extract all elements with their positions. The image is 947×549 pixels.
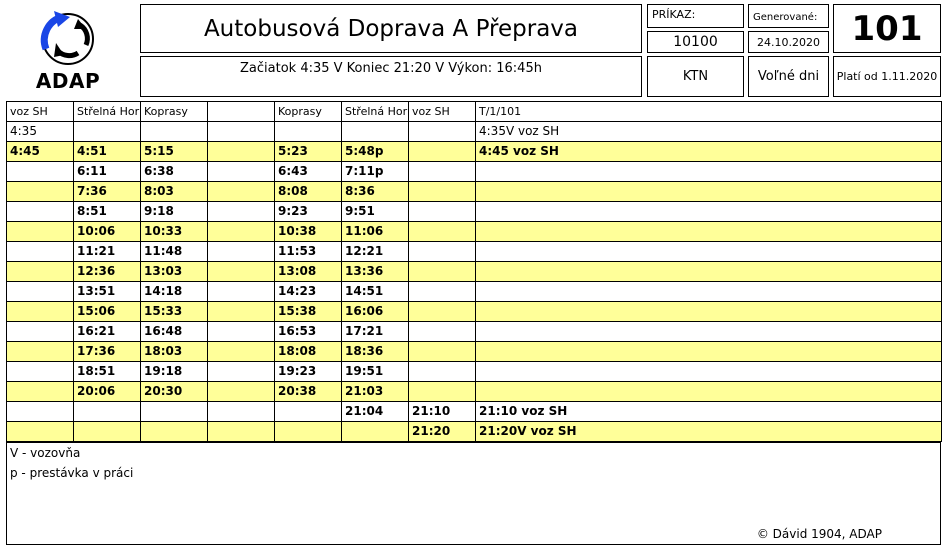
table-cell: 16:53 bbox=[275, 322, 342, 342]
table-cell: 16:48 bbox=[141, 322, 208, 342]
table-cell: 11:48 bbox=[141, 242, 208, 262]
table-cell: 4:35 bbox=[7, 122, 74, 142]
table-cell: 16:21 bbox=[74, 322, 141, 342]
note-line: V - vozovňa bbox=[10, 446, 81, 460]
table-row bbox=[7, 322, 942, 342]
table-cell bbox=[476, 302, 942, 322]
table-cell: 6:38 bbox=[141, 162, 208, 182]
table-cell bbox=[476, 202, 942, 222]
table-cell bbox=[342, 122, 409, 142]
table-cell bbox=[275, 402, 342, 422]
table-cell bbox=[342, 422, 409, 442]
table-row bbox=[7, 182, 942, 202]
table-cell: 21:10 voz SH bbox=[476, 402, 942, 422]
table-cell bbox=[141, 422, 208, 442]
table-cell bbox=[7, 282, 74, 302]
table-cell bbox=[409, 222, 476, 242]
table-cell bbox=[476, 222, 942, 242]
table-cell bbox=[409, 182, 476, 202]
table-cell: 15:06 bbox=[74, 302, 141, 322]
table-cell bbox=[208, 382, 275, 402]
table-cell: 8:03 bbox=[141, 182, 208, 202]
table-cell bbox=[7, 262, 74, 282]
table-cell: 4:51 bbox=[74, 142, 141, 162]
ktn-label: KTN bbox=[647, 56, 744, 97]
table-row bbox=[7, 142, 942, 162]
table-row bbox=[7, 342, 942, 362]
table-cell: 8:51 bbox=[74, 202, 141, 222]
table-cell bbox=[7, 302, 74, 322]
table-cell: 5:48p bbox=[342, 142, 409, 162]
table-cell: 10:06 bbox=[74, 222, 141, 242]
table-cell bbox=[7, 362, 74, 382]
table-cell: 11:21 bbox=[74, 242, 141, 262]
prikaz-label: PRÍKAZ: bbox=[647, 4, 744, 28]
column-header: T/1/101 bbox=[476, 102, 942, 122]
table-row bbox=[7, 122, 942, 142]
copyright: © Dávid 1904, ADAP bbox=[756, 527, 882, 541]
line-number: 101 bbox=[833, 4, 941, 53]
column-header bbox=[208, 102, 275, 122]
table-cell bbox=[409, 362, 476, 382]
table-cell: 15:33 bbox=[141, 302, 208, 322]
table-cell bbox=[476, 382, 942, 402]
column-header: Střelná Hor bbox=[342, 102, 409, 122]
table-row bbox=[7, 302, 942, 322]
table-cell: 13:03 bbox=[141, 262, 208, 282]
table-cell bbox=[208, 262, 275, 282]
table-cell bbox=[476, 262, 942, 282]
table-cell bbox=[208, 322, 275, 342]
table-cell bbox=[208, 222, 275, 242]
adap-logo bbox=[26, 5, 110, 95]
table-cell bbox=[208, 202, 275, 222]
prikaz-value: 10100 bbox=[647, 31, 744, 53]
table-cell: 21:03 bbox=[342, 382, 409, 402]
table-cell: 7:36 bbox=[74, 182, 141, 202]
table-cell bbox=[476, 162, 942, 182]
table-cell bbox=[476, 282, 942, 302]
table-cell: 6:43 bbox=[275, 162, 342, 182]
table-cell bbox=[208, 342, 275, 362]
table-row bbox=[7, 422, 942, 442]
table-cell: 13:51 bbox=[74, 282, 141, 302]
service-summary: Začiatok 4:35 V Koniec 21:20 V Výkon: 16:45h bbox=[140, 56, 642, 97]
table-cell bbox=[409, 242, 476, 262]
table-cell bbox=[7, 422, 74, 442]
table-cell: 20:06 bbox=[74, 382, 141, 402]
table-cell: 13:36 bbox=[342, 262, 409, 282]
table-cell: 19:18 bbox=[141, 362, 208, 382]
table-cell: 21:20V voz SH bbox=[476, 422, 942, 442]
table-cell: 18:51 bbox=[74, 362, 141, 382]
table-cell: 10:33 bbox=[141, 222, 208, 242]
bus-recycle-logo-icon bbox=[26, 5, 110, 71]
note-line: p - prestávka v práci bbox=[10, 466, 134, 480]
table-cell bbox=[409, 162, 476, 182]
table-cell: 20:38 bbox=[275, 382, 342, 402]
notes-panel bbox=[6, 442, 941, 545]
table-cell bbox=[141, 402, 208, 422]
table-cell: 17:36 bbox=[74, 342, 141, 362]
table-cell: 9:51 bbox=[342, 202, 409, 222]
table-cell: 18:03 bbox=[141, 342, 208, 362]
table-cell bbox=[409, 262, 476, 282]
table-cell bbox=[476, 342, 942, 362]
table-cell: 9:23 bbox=[275, 202, 342, 222]
table-cell bbox=[141, 122, 208, 142]
table-cell bbox=[74, 402, 141, 422]
table-cell bbox=[7, 222, 74, 242]
valid-from: Platí od 1.11.2020 bbox=[833, 56, 941, 97]
table-header-row bbox=[7, 102, 942, 122]
table-cell: 12:36 bbox=[74, 262, 141, 282]
table-cell bbox=[7, 342, 74, 362]
table-cell bbox=[476, 362, 942, 382]
table-cell bbox=[7, 402, 74, 422]
table-row bbox=[7, 242, 942, 262]
table-cell bbox=[208, 422, 275, 442]
table-row bbox=[7, 382, 942, 402]
table-cell: 18:36 bbox=[342, 342, 409, 362]
table-cell bbox=[409, 322, 476, 342]
table-cell: 7:11p bbox=[342, 162, 409, 182]
table-cell: 4:45 bbox=[7, 142, 74, 162]
table-cell bbox=[476, 182, 942, 202]
timetable bbox=[6, 101, 942, 442]
table-cell: 21:10 bbox=[409, 402, 476, 422]
table-cell: 21:04 bbox=[342, 402, 409, 422]
table-cell bbox=[275, 422, 342, 442]
table-cell: 5:23 bbox=[275, 142, 342, 162]
table-cell: 8:36 bbox=[342, 182, 409, 202]
day-type: Voľné dni bbox=[748, 56, 829, 97]
table-cell bbox=[409, 142, 476, 162]
table-cell bbox=[409, 202, 476, 222]
column-header: Koprasy bbox=[275, 102, 342, 122]
generated-label: Generované: bbox=[748, 4, 829, 28]
column-header: Koprasy bbox=[141, 102, 208, 122]
table-cell bbox=[7, 162, 74, 182]
table-cell bbox=[74, 122, 141, 142]
generated-date: 24.10.2020 bbox=[748, 31, 829, 53]
table-cell: 14:23 bbox=[275, 282, 342, 302]
table-cell: 14:51 bbox=[342, 282, 409, 302]
table-cell bbox=[208, 402, 275, 422]
table-cell bbox=[409, 382, 476, 402]
table-cell: 19:51 bbox=[342, 362, 409, 382]
table-row bbox=[7, 402, 942, 422]
table-row bbox=[7, 362, 942, 382]
table-cell bbox=[476, 242, 942, 262]
table-cell: 4:45 voz SH bbox=[476, 142, 942, 162]
table-cell: 16:06 bbox=[342, 302, 409, 322]
table-cell: 11:53 bbox=[275, 242, 342, 262]
table-cell bbox=[208, 162, 275, 182]
column-header: voz SH bbox=[7, 102, 74, 122]
table-cell: 14:18 bbox=[141, 282, 208, 302]
table-cell: 19:23 bbox=[275, 362, 342, 382]
table-cell: 11:06 bbox=[342, 222, 409, 242]
table-cell bbox=[7, 322, 74, 342]
table-cell bbox=[208, 302, 275, 322]
table-cell: 15:38 bbox=[275, 302, 342, 322]
table-cell: 20:30 bbox=[141, 382, 208, 402]
table-cell: 10:38 bbox=[275, 222, 342, 242]
table-cell bbox=[74, 422, 141, 442]
table-cell bbox=[409, 282, 476, 302]
table-row bbox=[7, 282, 942, 302]
table-cell bbox=[7, 242, 74, 262]
table-cell: 4:35V voz SH bbox=[476, 122, 942, 142]
table-cell bbox=[208, 122, 275, 142]
table-cell bbox=[7, 182, 74, 202]
table-cell: 5:15 bbox=[141, 142, 208, 162]
table-cell: 17:21 bbox=[342, 322, 409, 342]
column-header: voz SH bbox=[409, 102, 476, 122]
table-cell: 9:18 bbox=[141, 202, 208, 222]
table-cell bbox=[208, 142, 275, 162]
table-cell: 6:11 bbox=[74, 162, 141, 182]
table-cell bbox=[208, 182, 275, 202]
table-cell: 13:08 bbox=[275, 262, 342, 282]
column-header: Střelná Hor bbox=[74, 102, 141, 122]
table-cell bbox=[409, 302, 476, 322]
table-cell bbox=[208, 242, 275, 262]
table-cell bbox=[275, 122, 342, 142]
table-row bbox=[7, 202, 942, 222]
table-cell bbox=[208, 362, 275, 382]
table-cell bbox=[476, 322, 942, 342]
table-cell bbox=[7, 202, 74, 222]
logo-text: ADAP bbox=[35, 69, 101, 93]
table-cell bbox=[208, 282, 275, 302]
table-cell bbox=[7, 382, 74, 402]
table-row bbox=[7, 222, 942, 242]
company-title: Autobusová Doprava A Přeprava bbox=[140, 4, 642, 53]
table-cell: 8:08 bbox=[275, 182, 342, 202]
table-cell: 18:08 bbox=[275, 342, 342, 362]
table-cell bbox=[409, 122, 476, 142]
table-cell: 21:20 bbox=[409, 422, 476, 442]
table-row bbox=[7, 162, 942, 182]
table-cell: 12:21 bbox=[342, 242, 409, 262]
table-cell bbox=[409, 342, 476, 362]
table-row bbox=[7, 262, 942, 282]
